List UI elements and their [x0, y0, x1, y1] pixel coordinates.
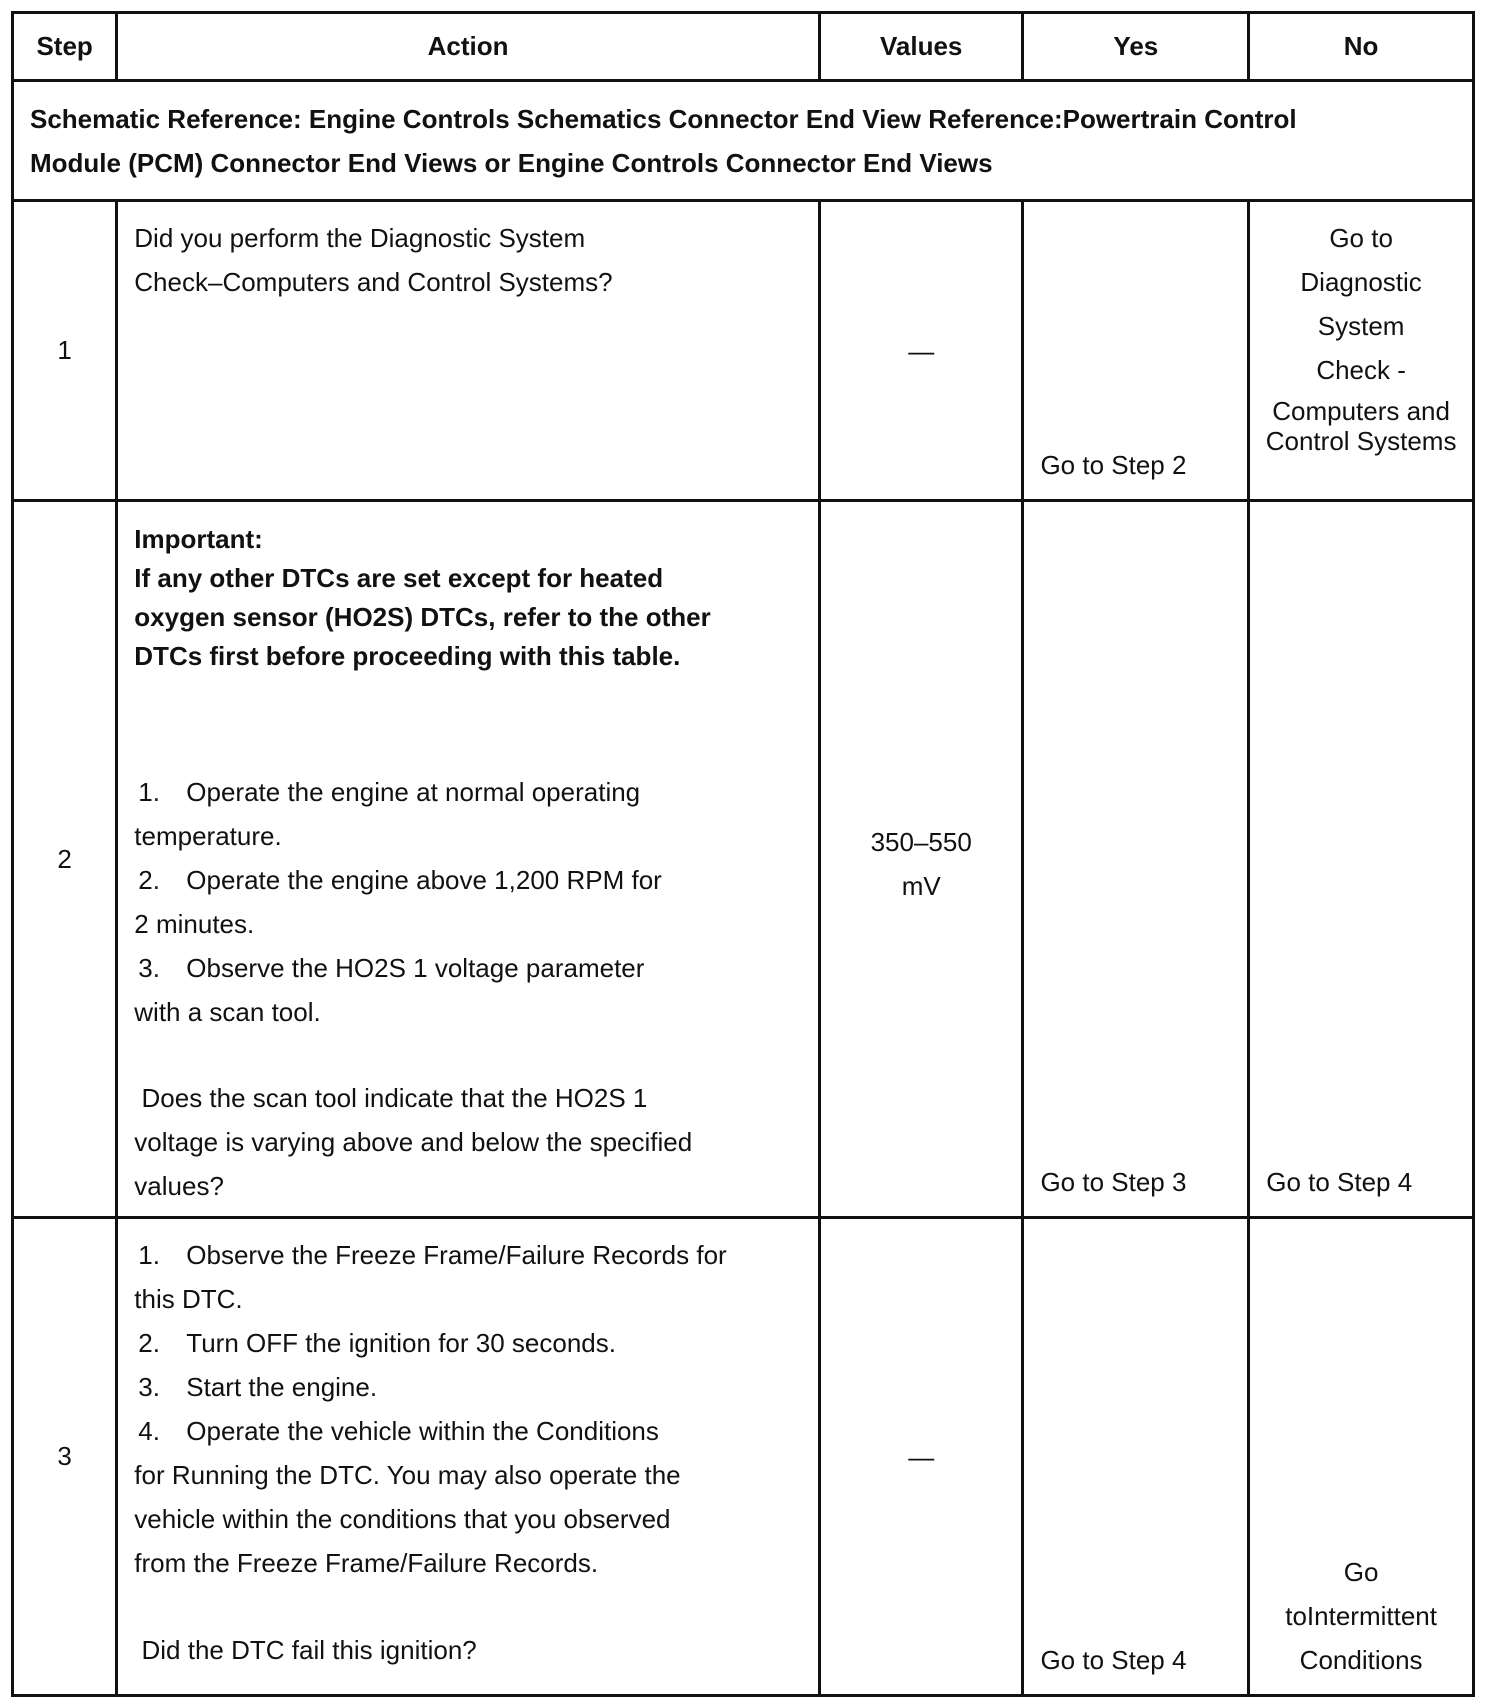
step-number: 2 [13, 501, 117, 1218]
no-line: Computers and [1272, 396, 1450, 426]
no-cell [1249, 201, 1474, 501]
list-item-continuation: with a scan tool. [134, 997, 321, 1027]
action-cell [117, 1218, 820, 1696]
yes-cell [1023, 501, 1249, 1218]
header-row [13, 13, 1474, 81]
header-step: Step [13, 13, 117, 81]
step-number: 1 [13, 201, 117, 501]
step-number: 3 [13, 1218, 117, 1696]
schematic-reference-line: Module (PCM) Connector End Views or Engine Controls Connector End Views [30, 147, 993, 178]
list-item: 2. Turn OFF the ignition for 30 seconds. [138, 1328, 616, 1358]
yes-link[interactable]: Go to Step 2 [1040, 450, 1187, 480]
schematic-reference [13, 81, 1474, 201]
list-item: 2. Operate the engine above 1,200 RPM for [138, 865, 662, 895]
no-line: Control Systems [1265, 426, 1457, 456]
no-line: Go to [1329, 223, 1393, 253]
action-cell [117, 201, 820, 501]
header-values: Values [819, 13, 1023, 81]
no-link[interactable] [1250, 216, 1472, 456]
value-line: mV [901, 871, 941, 901]
no-line: Diagnostic [1300, 267, 1422, 297]
important-line: If any other DTCs are set except for heated [134, 563, 664, 593]
diagnostic-table [11, 11, 1475, 1697]
table-row [13, 201, 1474, 501]
value-text: — [908, 335, 935, 366]
question-line: Did the DTC fail this ignition? [134, 1635, 477, 1665]
value-cell [819, 201, 1023, 501]
no-line: toIntermittent [1285, 1601, 1437, 1631]
important-label: Important: [134, 524, 263, 554]
no-line: System [1317, 311, 1405, 341]
no-cell [1249, 501, 1474, 1218]
table-row [13, 1218, 1474, 1696]
action-line: Did you perform the Diagnostic System [134, 223, 586, 253]
value-cell [819, 501, 1023, 1218]
no-link[interactable]: Go to Step 4 [1266, 1167, 1413, 1197]
value-cell [819, 1218, 1023, 1696]
action-line: Check–Computers and Control Systems? [134, 267, 613, 297]
important-line: oxygen sensor (HO2S) DTCs, refer to the other [134, 602, 711, 632]
schematic-reference-line: Schematic Reference: Engine Controls Schematics Connector End View Reference:Powertrain Control [30, 103, 1297, 134]
list-item-continuation: 2 minutes. [134, 909, 255, 939]
header-action: Action [117, 13, 820, 81]
yes-cell [1023, 1218, 1249, 1696]
question-line: values? [134, 1171, 224, 1201]
no-link[interactable] [1250, 1550, 1472, 1682]
header-no: No [1249, 13, 1474, 81]
no-cell [1249, 1218, 1474, 1696]
yes-link[interactable]: Go to Step 4 [1040, 1645, 1187, 1675]
list-item: 3. Start the engine. [138, 1372, 378, 1402]
question-line: voltage is varying above and below the specified [134, 1127, 693, 1157]
action-cell [117, 501, 820, 1218]
list-item-continuation: for Running the DTC. You may also operate the [134, 1460, 681, 1490]
question-line: Does the scan tool indicate that the HO2S 1 [134, 1083, 648, 1113]
yes-cell [1023, 201, 1249, 501]
no-line: Check - [1316, 355, 1406, 385]
table-row [13, 501, 1474, 1218]
list-item-continuation: from the Freeze Frame/Failure Records. [134, 1548, 599, 1578]
list-item-continuation: temperature. [134, 821, 282, 851]
list-item-continuation: vehicle within the conditions that you observed [134, 1504, 671, 1534]
value-line: 350–550 [870, 827, 972, 857]
list-item: 1. Operate the engine at normal operating [138, 777, 641, 807]
no-line: Go [1343, 1557, 1379, 1587]
yes-link[interactable]: Go to Step 3 [1040, 1167, 1187, 1197]
list-item: 1. Observe the Freeze Frame/Failure Records for [138, 1240, 727, 1270]
header-yes: Yes [1023, 13, 1249, 81]
no-line: Conditions [1299, 1645, 1423, 1675]
list-item-continuation: this DTC. [134, 1284, 243, 1314]
list-item: 3. Observe the HO2S 1 voltage parameter [138, 953, 645, 983]
list-item: 4. Operate the vehicle within the Conditions [138, 1416, 659, 1446]
value-text: — [908, 1441, 935, 1472]
schematic-reference-row [13, 81, 1474, 201]
important-line: DTCs first before proceeding with this table. [134, 641, 681, 671]
